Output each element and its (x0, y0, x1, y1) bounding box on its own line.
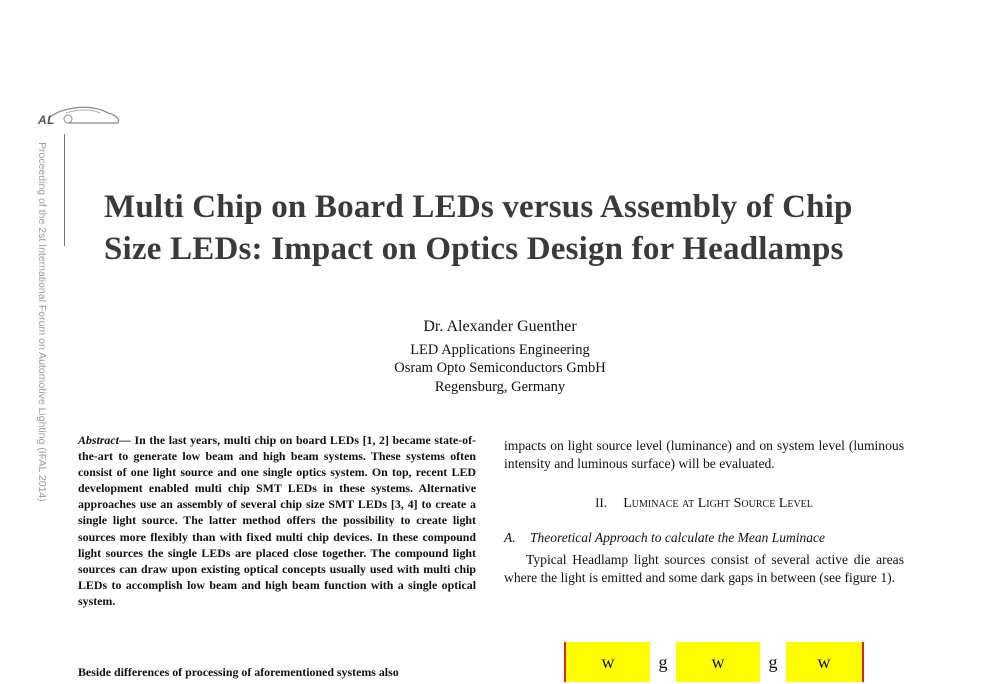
figure-cell-w: w (566, 642, 650, 682)
author-affiliation-location: Regensburg, Germany (434, 379, 566, 395)
ifal-logo (38, 97, 128, 133)
proceedings-side-label (32, 142, 52, 502)
abstract (78, 432, 476, 609)
logo-text: AL (38, 113, 55, 127)
proceedings-text: Proceeding of the 2st International Forum on Automotive Lighting (IFAL 2014) (36, 142, 48, 502)
figure-cell-w: w (786, 642, 862, 682)
author-affiliation-company: Osram Opto Semiconductors GmbH (394, 360, 606, 376)
abstract-text: In the last years, multi chip on board LEDs [1, 2] became state-of-the-art to generate low beam and high beam systems. These systems often consist of one light source and one single optics system. On top, recent LED development enabled multi chip SMT LEDs in these systems. Alternative approaches use an assembly of several chip size SMT LEDs [3, 4] to create a single light source. The latter method offers the possibility to create light sources more flexibly than with fixed multi chip devices. In these compound light sources the single LEDs are placed close together. The compound light sources can draw upon existing optical concepts usually used with multi chip LEDs to accomplish low beam and high beam function with a single optical system. (78, 433, 476, 608)
body-paragraph (504, 551, 904, 587)
intro-paragraph: impacts on light source level (luminance) and on system level (luminous intensity and luminous surface) will be evaluated. (504, 438, 904, 471)
section-heading (504, 495, 904, 512)
margin-rule (64, 134, 65, 246)
paper-title: Multi Chip on Board LEDs versus Assembly of Chip Size LEDs: Impact on Optics Design for Headlamps (104, 189, 853, 267)
abstract-continuation: Beside differences of processing of aforementioned systems also (78, 665, 399, 679)
author-affiliation-department: LED Applications Engineering (410, 342, 590, 358)
section-number: II. (595, 495, 607, 510)
figure-cell-g: g (760, 642, 786, 682)
subsection-title: Theoretical Approach to calculate the Mean Luminace (530, 530, 825, 545)
figure-1-die-layout (564, 642, 866, 684)
figure-cell-w: w (676, 642, 760, 682)
section-title: Luminace at Light Source Level (623, 496, 813, 511)
abstract-label: Abstract— (78, 433, 131, 447)
figure-cell-g: g (650, 642, 676, 682)
body-paragraph-text: Typical Headlamp light sources consist of several active die areas where the light is emitted and some dark gaps in between (see figure 1). (504, 552, 904, 585)
author-name: Dr. Alexander Guenther (423, 318, 577, 335)
subsection-heading (504, 530, 904, 546)
subsection-letter: A. (504, 530, 516, 545)
